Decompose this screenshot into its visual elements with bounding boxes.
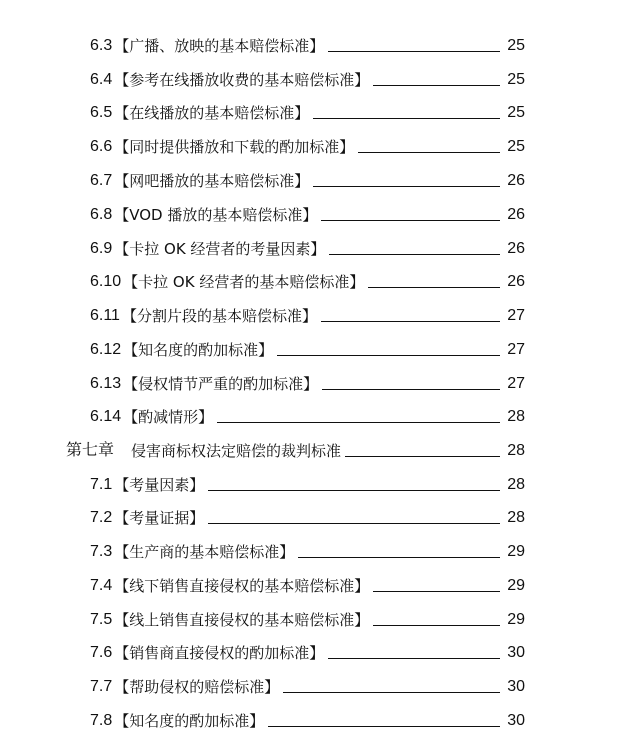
dot-leader: [313, 185, 500, 187]
toc-entry-page: 26: [507, 172, 525, 189]
dot-leader: [321, 320, 500, 322]
toc-entry-title: 【知名度的酌加标准】: [123, 341, 274, 359]
toc-entry-title: 【知名度的酌加标准】: [114, 712, 265, 730]
toc-entry-page: 30: [507, 712, 525, 729]
toc-entry[interactable]: [0, 393, 640, 427]
toc-entry[interactable]: [0, 494, 640, 528]
toc-entry-page: 30: [507, 644, 525, 661]
toc-entry-number: 6.3: [90, 37, 113, 54]
toc-chapter-entry[interactable]: [0, 427, 640, 461]
toc-entry-title: 【卡拉 OK 经营者的考量因素】: [114, 240, 326, 258]
toc-entry-page: 28: [507, 476, 525, 493]
toc-entry[interactable]: [0, 225, 640, 259]
toc-entry[interactable]: [0, 360, 640, 394]
toc-entry-page: 27: [507, 341, 525, 358]
toc-entry-title: 【考量因素】: [114, 476, 205, 494]
toc-entry-title: 【VOD 播放的基本赔偿标准】: [114, 206, 318, 224]
toc-entry-number: 6.8: [90, 206, 113, 223]
toc-entry-title: 【帮助侵权的赔偿标准】: [114, 678, 280, 696]
toc-entry-title: 【同时提供播放和下载的酌加标准】: [114, 138, 355, 156]
toc-entry-number: 6.11: [90, 307, 120, 324]
toc-entry-number: 6.12: [90, 341, 122, 358]
toc-entry-number: 6.13: [90, 375, 122, 392]
toc-entry[interactable]: [0, 697, 640, 731]
dot-leader: [208, 489, 500, 491]
toc-entry[interactable]: [0, 596, 640, 630]
dot-leader: [283, 691, 500, 693]
toc-entry-title: 【参考在线播放收费的基本赔偿标准】: [114, 71, 370, 89]
toc-entry-number: 7.5: [90, 611, 113, 628]
toc-entry-page: 25: [507, 138, 525, 155]
toc-entry-number: 6.4: [90, 71, 113, 88]
toc-entry-title: 【侵权情节严重的酌加标准】: [123, 375, 319, 393]
toc-entry[interactable]: [0, 562, 640, 596]
toc-entry[interactable]: [0, 663, 640, 697]
toc-entry-number: 7.7: [90, 678, 113, 695]
toc-entry-page: 25: [507, 37, 525, 54]
toc-entry-title: 【分割片段的基本赔偿标准】: [121, 307, 317, 325]
toc-entry-number: 6.5: [90, 104, 113, 121]
toc-entry-title: 【网吧播放的基本赔偿标准】: [114, 172, 310, 190]
dot-leader: [373, 590, 500, 592]
dot-leader: [322, 388, 500, 390]
dot-leader: [217, 421, 500, 423]
dot-leader: [321, 219, 500, 221]
toc-entry-title: 【在线播放的基本赔偿标准】: [114, 104, 310, 122]
toc-entry[interactable]: [0, 56, 640, 90]
toc-entry-page: 28: [507, 442, 525, 459]
toc-entry[interactable]: [0, 528, 640, 562]
toc-entry[interactable]: [0, 191, 640, 225]
toc-entry[interactable]: [0, 326, 640, 360]
dot-leader: [277, 354, 500, 356]
dot-leader: [373, 84, 500, 86]
toc-entry[interactable]: [0, 89, 640, 123]
toc-entry-title: 【卡拉 OK 经营者的基本赔偿标准】: [123, 273, 365, 291]
dot-leader: [368, 286, 500, 288]
toc-entry[interactable]: [0, 123, 640, 157]
toc-entry-number: 6.7: [90, 172, 113, 189]
toc-entry[interactable]: [0, 22, 640, 56]
toc-entry[interactable]: [0, 629, 640, 663]
toc-entry-number: 7.2: [90, 509, 113, 526]
toc-entry-page: 28: [507, 509, 525, 526]
toc-entry[interactable]: [0, 258, 640, 292]
dot-leader: [358, 151, 500, 153]
toc-entry-number: 7.8: [90, 712, 113, 729]
toc-entry-page: 25: [507, 104, 525, 121]
dot-leader: [328, 657, 500, 659]
toc-chapter-number: 第七章: [66, 442, 115, 459]
toc-entry-title: 【销售商直接侵权的酌加标准】: [114, 644, 325, 662]
toc-entry-number: 7.3: [90, 543, 113, 560]
dot-leader: [329, 253, 500, 255]
toc-entry-page: 26: [507, 206, 525, 223]
dot-leader: [328, 50, 500, 52]
toc-entry-title: 【广播、放映的基本赔偿标准】: [114, 37, 325, 55]
dot-leader: [313, 117, 500, 119]
toc-entry-title: 【线下销售直接侵权的基本赔偿标准】: [114, 577, 370, 595]
toc-entry-page: 29: [507, 577, 525, 594]
toc-chapter-title: 侵害商标权法定赔偿的裁判标准: [116, 442, 342, 460]
toc-entry-title: 【线上销售直接侵权的基本赔偿标准】: [114, 611, 370, 629]
toc-entry[interactable]: [0, 461, 640, 495]
toc-entry-title: 【酌减情形】: [123, 408, 214, 426]
toc-entry-page: 29: [507, 543, 525, 560]
toc-entry-page: 29: [507, 611, 525, 628]
dot-leader: [208, 522, 500, 524]
toc-entry-page: 25: [507, 71, 525, 88]
toc-entry[interactable]: [0, 157, 640, 191]
dot-leader: [298, 556, 500, 558]
toc-entry-number: 6.9: [90, 240, 113, 257]
toc-entry-number: 7.4: [90, 577, 113, 594]
toc-entry-number: 6.10: [90, 273, 122, 290]
toc-entry-number: 7.6: [90, 644, 113, 661]
dot-leader: [345, 455, 500, 457]
toc-entry-page: 30: [507, 678, 525, 695]
toc-entry[interactable]: [0, 292, 640, 326]
dot-leader: [373, 624, 500, 626]
toc-entry-page: 27: [507, 375, 525, 392]
toc-entry-page: 27: [507, 307, 525, 324]
toc-entry-number: 6.14: [90, 408, 122, 425]
toc-entry-page: 26: [507, 240, 525, 257]
toc-entry-title: 【生产商的基本赔偿标准】: [114, 543, 295, 561]
toc-entry-number: 6.6: [90, 138, 113, 155]
dot-leader: [268, 725, 500, 727]
toc-entry-page: 26: [507, 273, 525, 290]
toc-entry-title: 【考量证据】: [114, 509, 205, 527]
toc-entry-number: 7.1: [90, 476, 113, 493]
toc-entry-page: 28: [507, 408, 525, 425]
